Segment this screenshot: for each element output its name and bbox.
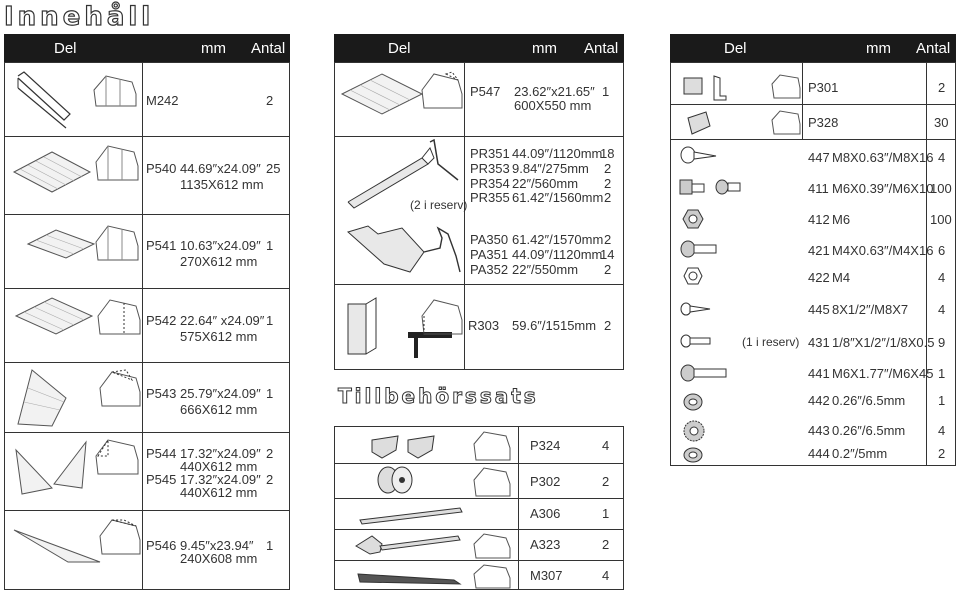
greenhouse-icon [98, 368, 142, 408]
part-qty: 4 [602, 438, 610, 453]
part-qty: 100 [930, 212, 952, 227]
part-code: 412 [808, 212, 830, 227]
greenhouse-icon [472, 464, 512, 498]
part-code: P542 [146, 313, 177, 328]
panel-sheet-icon [340, 72, 424, 116]
part-dims: 59.6″/1515mm [512, 318, 597, 333]
part-code: PR353 [470, 161, 510, 176]
part-dims-in: 44.69″x24.09″ [180, 161, 261, 176]
part-qty: 2 [604, 262, 612, 277]
part-code: P328 [808, 115, 839, 130]
part-code: PA351 [470, 247, 509, 262]
panel-sheet-icon [14, 296, 94, 336]
part-qty: 1 [266, 538, 274, 553]
part-code: PA350 [470, 232, 509, 247]
header-mm: mm [532, 40, 557, 57]
part-code: R303 [468, 318, 500, 333]
part-qty: 2 [604, 318, 612, 333]
part-dims: M6X1.77″/M6X45 [832, 366, 934, 381]
part-code: PR351 [470, 146, 510, 161]
part-code: P544 [146, 446, 177, 461]
part-code: 442 [808, 393, 830, 408]
part-dims: 44.09″/1120mm [512, 146, 603, 161]
nut-icon [682, 266, 704, 286]
part-dims-in: 9.45″x23.94″ [180, 538, 254, 553]
part-qty: 2 [604, 161, 612, 176]
greenhouse-icon [94, 142, 140, 182]
part-code: PR354 [470, 176, 510, 191]
part-qty: 2 [266, 472, 274, 487]
part-dims: 61.42″/1560mm [512, 190, 604, 205]
table-header-3 [670, 34, 956, 62]
greenhouse-icon [770, 108, 802, 136]
part-qty: 4 [938, 302, 946, 317]
part-dims: 0.26″/6.5mm [832, 393, 906, 408]
screw-icon [680, 300, 714, 318]
part-qty: 2 [266, 446, 274, 461]
bracket-icon [352, 532, 462, 558]
rail-profile-icon [14, 70, 74, 130]
part-dims: 8X1/2″/M8X7 [832, 302, 909, 317]
part-code: A323 [530, 537, 561, 552]
nut-icon [682, 208, 704, 230]
greenhouse-icon [770, 72, 802, 100]
accessory-kit-title: Tillbehörssats [338, 384, 539, 408]
part-qty: 2 [604, 176, 612, 191]
part-dims: 44.09″/1120mm [512, 247, 603, 262]
part-code: P547 [470, 84, 501, 99]
peg-icon [354, 564, 464, 588]
part-qty: 4 [938, 423, 946, 438]
part-code: A306 [530, 506, 561, 521]
washer-icon [682, 446, 704, 464]
part-qty: 4 [938, 270, 946, 285]
washer-icon [682, 392, 704, 412]
part-dims-mm: 440X612 mm [180, 485, 258, 500]
panel-sheet-icon [26, 228, 96, 260]
part-dims-in: 23.62″x21.65″ [514, 84, 595, 99]
glazing-bar-icon [344, 222, 460, 280]
panel-sheet-icon [16, 368, 68, 428]
part-qty: 18 [600, 146, 615, 161]
part-code: 441 [808, 366, 830, 381]
rivet-icon [680, 332, 714, 350]
part-qty: 1 [602, 506, 610, 521]
part-dims: 1/8″X1/2″/1/8X0.5 [832, 335, 935, 350]
part-qty: 2 [602, 537, 610, 552]
greenhouse-icon [98, 516, 142, 556]
greenhouse-icon [94, 222, 140, 262]
greenhouse-icon [94, 436, 140, 476]
part-code: PR355 [470, 190, 510, 205]
part-qty: 2 [604, 190, 612, 205]
part-code: P543 [146, 386, 177, 401]
reserve-note: (2 i reserv) [410, 198, 468, 212]
part-dims-in: 17.32″x24.09″ [180, 446, 261, 461]
part-code: PA352 [470, 262, 509, 277]
part-dims: 22″/550mm [512, 262, 579, 277]
part-code: 422 [808, 270, 830, 285]
part-code: P545 [146, 472, 177, 487]
part-dims: M8X0.63″/M8X16 [832, 150, 934, 165]
part-qty: 9 [938, 335, 946, 350]
part-dims: 9.84″/275mm [512, 161, 589, 176]
bolt-icon [680, 362, 730, 384]
header-part: Del [388, 40, 411, 57]
table-header-2 [334, 34, 624, 62]
header-qty: Antal [251, 40, 286, 57]
screw-icon [680, 144, 720, 166]
part-code: P324 [530, 438, 561, 453]
part-qty: 2 [604, 232, 612, 247]
greenhouse-icon [96, 296, 142, 336]
part-code: 431 [808, 335, 830, 350]
bolt-icon [680, 238, 720, 260]
part-qty: 2 [266, 93, 274, 108]
part-qty: 100 [930, 181, 952, 196]
greenhouse-icon [472, 428, 512, 462]
bolt-icon [678, 176, 744, 200]
part-qty: 1 [266, 313, 274, 328]
triangle-sheet-icon [12, 526, 102, 566]
greenhouse-icon [472, 562, 512, 590]
header-qty: Antal [584, 40, 619, 57]
part-qty: 1 [266, 238, 274, 253]
part-dims: 61.42″/1570mm [512, 232, 604, 247]
triangle-sheet-icon [52, 440, 88, 490]
part-code: 443 [808, 423, 830, 438]
part-qty: 30 [934, 115, 949, 130]
part-dims-mm: 666X612 mm [180, 402, 258, 417]
part-code: P541 [146, 238, 177, 253]
part-code: 447 [808, 150, 830, 165]
part-dims-mm: 270X612 mm [180, 254, 258, 269]
part-dims-mm: 600X550 mm [514, 98, 592, 113]
part-qty: 2 [938, 446, 946, 461]
header-part: Del [724, 40, 747, 57]
part-dims-mm: 240X608 mm [180, 551, 258, 566]
part-code: P540 [146, 161, 177, 176]
panel-sheet-icon [12, 150, 92, 194]
greenhouse-icon [420, 296, 464, 336]
part-code: M242 [146, 93, 179, 108]
part-qty: 4 [602, 568, 610, 583]
page-title: Innehåll [4, 2, 155, 32]
part-qty: 25 [266, 161, 281, 176]
lock-washer-icon [682, 420, 706, 442]
part-dims-in: 17.32″x24.09″ [180, 472, 261, 487]
header-mm: mm [201, 40, 226, 57]
part-dims-in: 25.79″x24.09″ [180, 386, 261, 401]
part-code: P546 [146, 538, 177, 553]
part-dims-mm: 440X612 mm [180, 459, 258, 474]
greenhouse-icon [92, 72, 138, 108]
part-code: 421 [808, 243, 830, 258]
part-dims: M4 [832, 270, 851, 285]
part-code: P302 [530, 474, 561, 489]
part-qty: 14 [600, 247, 615, 262]
part-dims-mm: 575X612 mm [180, 329, 258, 344]
part-code: M307 [530, 568, 563, 583]
part-code: 445 [808, 302, 830, 317]
part-dims: M6X0.39″/M6X10 [832, 181, 934, 196]
part-code: 444 [808, 446, 830, 461]
header-mm: mm [866, 40, 891, 57]
part-dims: M4X0.63″/M4X16 [832, 243, 934, 258]
part-qty: 1 [938, 393, 946, 408]
part-qty: 1 [938, 366, 946, 381]
greenhouse-icon [472, 530, 512, 560]
part-dims-mm: 1135X612 mm [180, 177, 264, 192]
part-code: P301 [808, 80, 839, 95]
clip-icon [680, 72, 740, 102]
part-qty: 1 [602, 84, 610, 99]
part-dims: 22″/560mm [512, 176, 579, 191]
header-part: Del [54, 40, 77, 57]
part-code: 411 [808, 181, 829, 196]
reserve-note: (1 i reserv) [742, 335, 800, 349]
part-dims: 0.26″/6.5mm [832, 423, 906, 438]
clip-icon [368, 432, 438, 462]
part-qty: 2 [602, 474, 610, 489]
rod-icon [356, 502, 466, 524]
part-qty: 2 [938, 80, 946, 95]
clip-icon [684, 108, 714, 138]
part-dims-in: 22.64″ x24.09″ [180, 313, 265, 328]
wheel-icon [376, 466, 416, 496]
part-dims: M6 [832, 212, 851, 227]
greenhouse-icon [420, 70, 464, 110]
part-dims-in: 10.63″x24.09″ [180, 238, 261, 253]
part-dims: 0.2″/5mm [832, 446, 888, 461]
triangle-sheet-icon [14, 448, 54, 498]
part-qty: 4 [938, 150, 946, 165]
table-header-1 [4, 34, 290, 62]
part-qty: 6 [938, 243, 946, 258]
part-qty: 1 [266, 386, 274, 401]
header-qty: Antal [916, 40, 951, 57]
